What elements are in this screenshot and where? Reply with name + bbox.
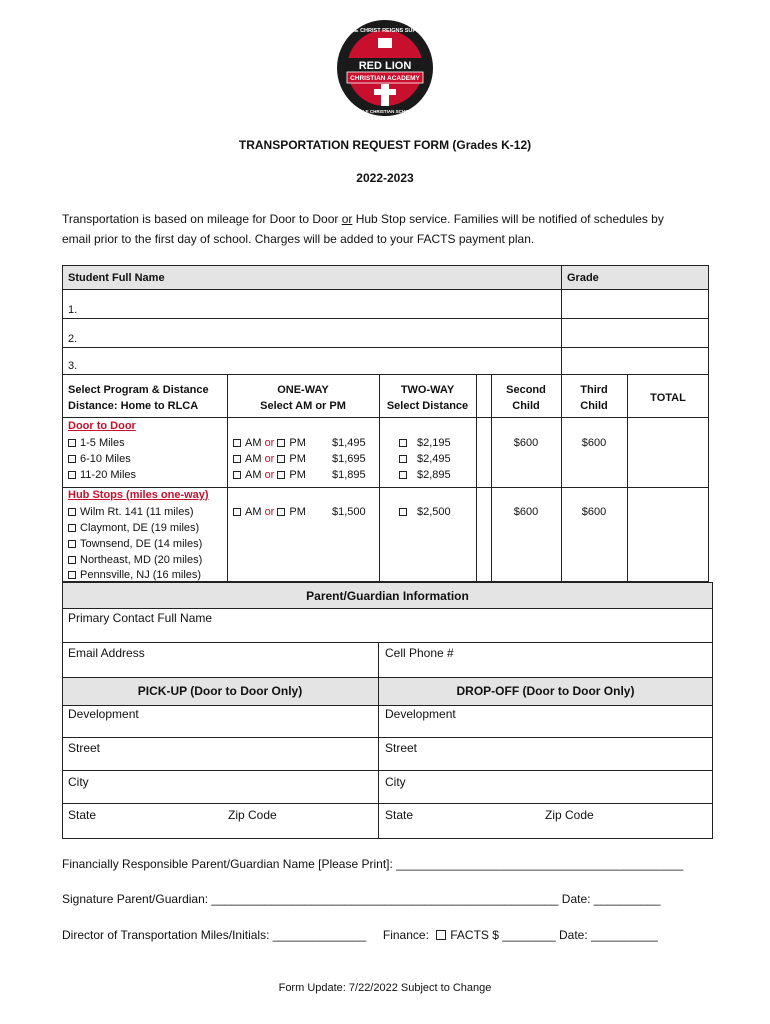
checkbox-icon[interactable] <box>233 508 241 516</box>
door-oneway-price-2: $1,695 <box>332 453 366 465</box>
second-child-header-line1: Second <box>506 384 546 396</box>
pickup-state-field[interactable]: State <box>68 808 97 822</box>
school-year: 2022-2023 <box>356 171 414 185</box>
intro-text-line2: email prior to the first day of school. Charges will be added to your FACTS payment plan. <box>62 232 535 246</box>
hub-oneway-ampm[interactable] <box>233 504 306 520</box>
door-twoway-price-1: $2,195 <box>417 437 451 449</box>
hub-option-4-label: Northeast, MD (20 miles) <box>80 554 203 566</box>
door-oneway-ampm-3[interactable] <box>233 467 306 483</box>
intro-part2: Hub Stop service. Families will be notified of schedules by <box>352 212 664 226</box>
dropoff-state-field[interactable]: State <box>385 808 414 822</box>
pickup-development-field[interactable]: Development <box>68 707 139 721</box>
hub-option-2[interactable] <box>68 520 199 536</box>
hub-third-child-price: $600 <box>581 506 607 518</box>
checkbox-icon[interactable] <box>436 930 446 940</box>
pm-label: PM <box>289 453 306 465</box>
door-twoway-1[interactable] <box>399 435 451 451</box>
pm-label: PM <box>289 437 306 449</box>
grade-header: Grade <box>567 272 599 284</box>
checkbox-icon[interactable] <box>68 508 76 516</box>
checkbox-icon[interactable] <box>277 471 285 479</box>
door-option-3[interactable] <box>68 467 136 483</box>
program-header-line2: Distance: Home to RLCA <box>68 400 199 412</box>
door-option-1[interactable] <box>68 435 125 451</box>
cell-phone-field[interactable]: Cell Phone # <box>385 646 454 660</box>
door-oneway-price-3: $1,895 <box>332 469 366 481</box>
am-label: AM <box>245 437 262 449</box>
student-row-3[interactable]: 3. <box>68 360 78 372</box>
door-option-3-label: 11-20 Miles <box>80 469 137 481</box>
checkbox-icon[interactable] <box>277 455 285 463</box>
responsible-name-line[interactable]: Financially Responsible Parent/Guardian Name [Please Print]: ___________________________________________ <box>62 857 684 871</box>
hub-stops-heading: Hub Stops (miles one-way) <box>68 489 209 501</box>
hub-option-1[interactable] <box>68 504 193 520</box>
am-label: AM <box>245 453 262 465</box>
student-row-2[interactable]: 2. <box>68 333 78 345</box>
signature-line[interactable]: Signature Parent/Guardian: ____________________________________________________ Date: __________ <box>62 892 661 906</box>
checkbox-icon[interactable] <box>68 571 76 579</box>
checkbox-icon[interactable] <box>68 439 76 447</box>
hub-option-3-label: Townsend, DE (14 miles) <box>80 538 203 550</box>
door-to-door-heading: Door to Door <box>68 420 136 432</box>
or-label: or <box>264 506 275 518</box>
oneway-header-line2: Select AM or PM <box>260 400 346 412</box>
email-field[interactable]: Email Address <box>68 646 145 660</box>
door-oneway-price-1: $1,495 <box>332 437 366 449</box>
checkbox-icon[interactable] <box>68 455 76 463</box>
checkbox-icon[interactable] <box>399 508 407 516</box>
door-twoway-price-3: $2,895 <box>417 469 451 481</box>
hub-option-2-label: Claymont, DE (19 miles) <box>80 522 200 534</box>
am-label: AM <box>245 469 262 481</box>
director-line <box>62 927 658 943</box>
pickup-street-field[interactable]: Street <box>68 741 101 755</box>
school-logo <box>335 18 435 118</box>
intro-text <box>62 211 722 227</box>
logo-sub-text: CHRISTIAN ACADEMY <box>350 75 420 82</box>
second-child-header-line2: Child <box>512 400 540 412</box>
logo-emblem <box>335 18 435 118</box>
form-title: TRANSPORTATION REQUEST FORM (Grades K-12) <box>238 138 532 152</box>
logo-arc-bottom-text: BIBLE CHRISTIAN SCHOOL <box>355 109 415 114</box>
director-initials-field[interactable]: Director of Transportation Miles/Initials: ______________ <box>62 928 367 942</box>
dropoff-heading: DROP-OFF (Door to Door Only) <box>456 684 635 698</box>
hub-option-1-label: Wilm Rt. 141 (11 miles) <box>80 506 194 518</box>
pickup-city-field[interactable]: City <box>68 775 89 789</box>
pickup-zip-field[interactable]: Zip Code <box>228 808 277 822</box>
door-option-2-label: 6-10 Miles <box>80 453 131 465</box>
checkbox-icon[interactable] <box>399 439 407 447</box>
logo-arc-top-text: WHERE CHRIST REIGNS SUPREME <box>338 28 432 34</box>
program-header-line1: Select Program & Distance <box>68 384 209 396</box>
finance-label: Finance: <box>382 928 429 942</box>
or-label: or <box>264 469 275 481</box>
intro-part1: Transportation is based on mileage for Door to Door <box>62 212 342 226</box>
pm-label: PM <box>289 469 306 481</box>
primary-contact-field[interactable]: Primary Contact Full Name <box>68 611 213 625</box>
intro-or: or <box>341 212 353 226</box>
checkbox-icon[interactable] <box>68 524 76 532</box>
hub-twoway[interactable] <box>399 504 451 520</box>
hub-option-3[interactable] <box>68 536 202 552</box>
dropoff-development-field[interactable]: Development <box>385 707 456 721</box>
checkbox-icon[interactable] <box>233 471 241 479</box>
door-twoway-3[interactable] <box>399 467 451 483</box>
pickup-heading: PICK-UP (Door to Door Only) <box>137 684 303 698</box>
dropoff-city-field[interactable]: City <box>385 775 406 789</box>
form-update-note: Form Update: 7/22/2022 Subject to Change <box>278 982 492 994</box>
hub-oneway-price: $1,500 <box>332 506 366 518</box>
guardian-heading: Parent/Guardian Information <box>306 589 469 603</box>
door-option-2[interactable] <box>68 451 131 467</box>
door-oneway-ampm-2[interactable] <box>233 451 306 467</box>
checkbox-icon[interactable] <box>68 540 76 548</box>
pm-label: PM <box>289 506 306 518</box>
twoway-header-line1: TWO-WAY <box>400 384 455 396</box>
student-row-1[interactable]: 1. <box>68 304 78 316</box>
hub-twoway-price: $2,500 <box>417 506 451 518</box>
total-header: TOTAL <box>650 392 686 404</box>
hub-option-5-label: Pennsville, NJ (16 miles) <box>80 569 202 581</box>
checkbox-icon[interactable] <box>233 455 241 463</box>
am-label: AM <box>245 506 262 518</box>
third-child-header-line1: Third <box>580 384 608 396</box>
hub-option-4[interactable] <box>68 552 202 568</box>
door-option-1-label: 1-5 Miles <box>80 437 125 449</box>
dropoff-street-field[interactable]: Street <box>385 741 418 755</box>
dropoff-zip-field[interactable]: Zip Code <box>545 808 594 822</box>
door-oneway-ampm-1[interactable] <box>233 435 306 451</box>
oneway-header-line1: ONE-WAY <box>277 384 329 396</box>
twoway-header-line2: Select Distance <box>386 400 469 412</box>
hub-second-child-price: $600 <box>513 506 539 518</box>
door-twoway-price-2: $2,495 <box>417 453 451 465</box>
checkbox-icon[interactable] <box>399 471 407 479</box>
checkbox-icon[interactable] <box>277 439 285 447</box>
or-label: or <box>264 453 275 465</box>
checkbox-icon[interactable] <box>277 508 285 516</box>
logo-name-text: RED LION <box>358 60 412 72</box>
hub-option-5[interactable] <box>68 567 201 583</box>
door-third-child-price: $600 <box>581 437 607 449</box>
facts-field[interactable]: FACTS $ ________ Date: __________ <box>450 928 658 942</box>
door-twoway-2[interactable] <box>399 451 451 467</box>
student-name-header: Student Full Name <box>68 272 165 284</box>
checkbox-icon[interactable] <box>68 471 76 479</box>
checkbox-icon[interactable] <box>68 556 76 564</box>
or-label: or <box>264 437 275 449</box>
checkbox-icon[interactable] <box>399 455 407 463</box>
third-child-header-line2: Child <box>580 400 608 412</box>
checkbox-icon[interactable] <box>233 439 241 447</box>
door-second-child-price: $600 <box>513 437 539 449</box>
